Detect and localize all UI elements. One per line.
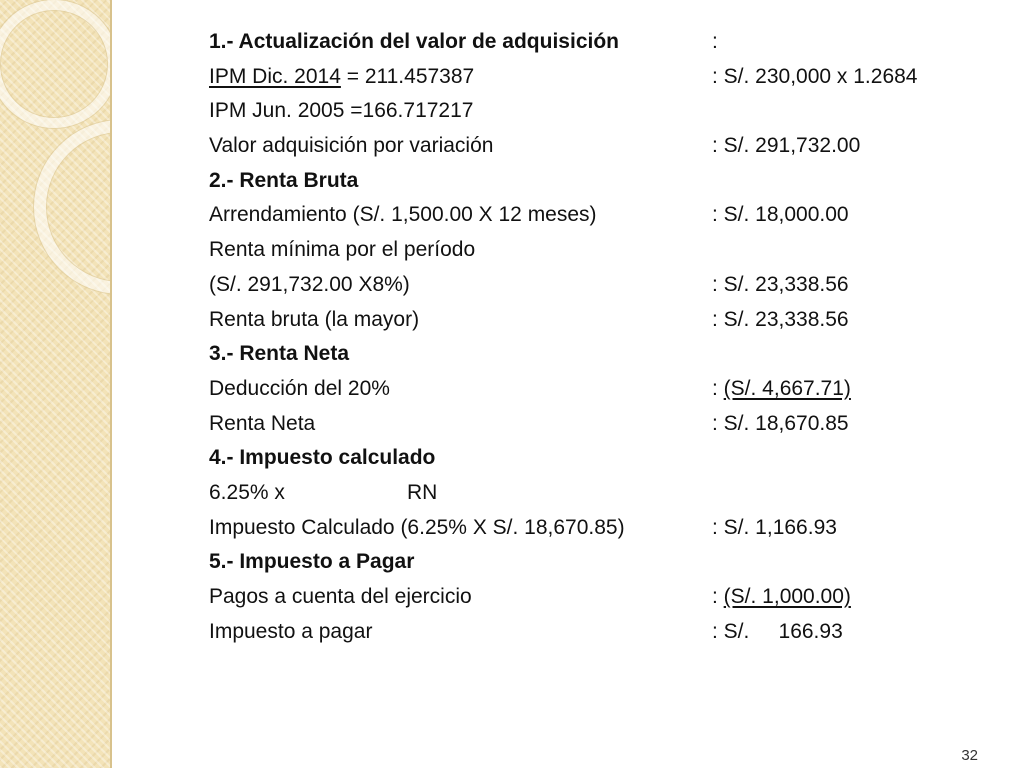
pagos-a-cuenta-row: [209, 580, 1009, 615]
renta-minima-calc-label: (S/. 291,732.00 X8%): [209, 272, 410, 296]
deduccion-colon: :: [712, 376, 724, 400]
valor-adquisicion-value: : S/. 291,732.00: [712, 134, 861, 158]
ipm-jun-row: [209, 94, 1009, 129]
impuesto-calculado-value: : S/. 1,166.93: [712, 515, 837, 539]
section-5-heading-row: [209, 545, 1009, 580]
page-number: 32: [961, 747, 978, 764]
impuesto-calculado-label: Impuesto Calculado (6.25% X S/. 18,670.85): [209, 515, 625, 539]
impuesto-calculado-row: [209, 511, 1009, 546]
section-5-heading: 5.- Impuesto a Pagar: [209, 550, 415, 574]
side-panel-edge: [110, 0, 112, 768]
deduccion-value-group: [712, 372, 851, 407]
arrendamiento-row: [209, 198, 1009, 233]
ipm-dic-label-group: [209, 60, 474, 95]
renta-minima-row: [209, 233, 1009, 268]
impuesto-a-pagar-value: : S/. 166.93: [712, 619, 843, 643]
renta-minima-calc-value: : S/. 23,338.56: [712, 272, 849, 296]
ipm-jun-label: IPM Jun. 2005 =166.717217: [209, 99, 474, 123]
decorative-ring-middle: [34, 120, 112, 294]
tasa-rn: RN: [407, 480, 438, 504]
valor-adquisicion-row: [209, 129, 1009, 164]
deduccion-row: [209, 372, 1009, 407]
tasa-label: 6.25% x: [209, 480, 285, 504]
pagos-a-cuenta-value: (S/. 1,000.00): [723, 585, 851, 608]
pagos-a-cuenta-label: Pagos a cuenta del ejercicio: [209, 585, 472, 608]
valor-adquisicion-label: Valor adquisición por variación: [209, 134, 494, 158]
renta-neta-label: Renta Neta: [209, 411, 316, 435]
decorative-side-panel: [0, 0, 112, 768]
impuesto-a-pagar-row: [209, 615, 1009, 650]
deduccion-value: (S/. 4,667.71): [723, 376, 851, 400]
section-3-heading: 3.- Renta Neta: [209, 342, 350, 366]
section-4-heading: 4.- Impuesto calculado: [209, 446, 436, 470]
tasa-row: [209, 476, 1009, 511]
section-2-heading: 2.- Renta Bruta: [209, 168, 359, 192]
section-1-heading-row: [209, 25, 1009, 60]
renta-minima-calc-row: [209, 268, 1009, 303]
section-4-heading-row: [209, 441, 1009, 476]
ipm-dic-row: [209, 60, 1009, 95]
renta-bruta-row: [209, 303, 1009, 338]
renta-bruta-value: : S/. 23,338.56: [712, 307, 849, 331]
pagos-a-cuenta-value-group: [712, 580, 851, 615]
section-2-heading-row: [209, 164, 1009, 199]
section-1-heading-colon: :: [712, 30, 718, 53]
ipm-dic-label: IPM Dic. 2014: [209, 64, 341, 88]
ipm-dic-number: = 211.457387: [340, 64, 475, 88]
renta-minima-label: Renta mínima por el período: [209, 238, 476, 262]
renta-bruta-label: Renta bruta (la mayor): [209, 307, 420, 331]
impuesto-a-pagar-label: Impuesto a pagar: [209, 619, 373, 643]
slide-content: [209, 25, 1009, 649]
arrendamiento-label: Arrendamiento (S/. 1,500.00 X 12 meses): [209, 203, 597, 227]
arrendamiento-value: : S/. 18,000.00: [712, 203, 849, 227]
renta-neta-row: [209, 407, 1009, 442]
decorative-ring-top: [0, 0, 112, 128]
section-1-heading: 1.- Actualización del valor de adquisición: [209, 30, 619, 53]
section-3-heading-row: [209, 337, 1009, 372]
pagos-a-cuenta-colon: :: [712, 585, 724, 608]
ipm-dic-value: : S/. 230,000 x 1.2684: [712, 64, 918, 88]
deduccion-label: Deducción del 20%: [209, 376, 390, 400]
renta-neta-value: : S/. 18,670.85: [712, 411, 849, 435]
